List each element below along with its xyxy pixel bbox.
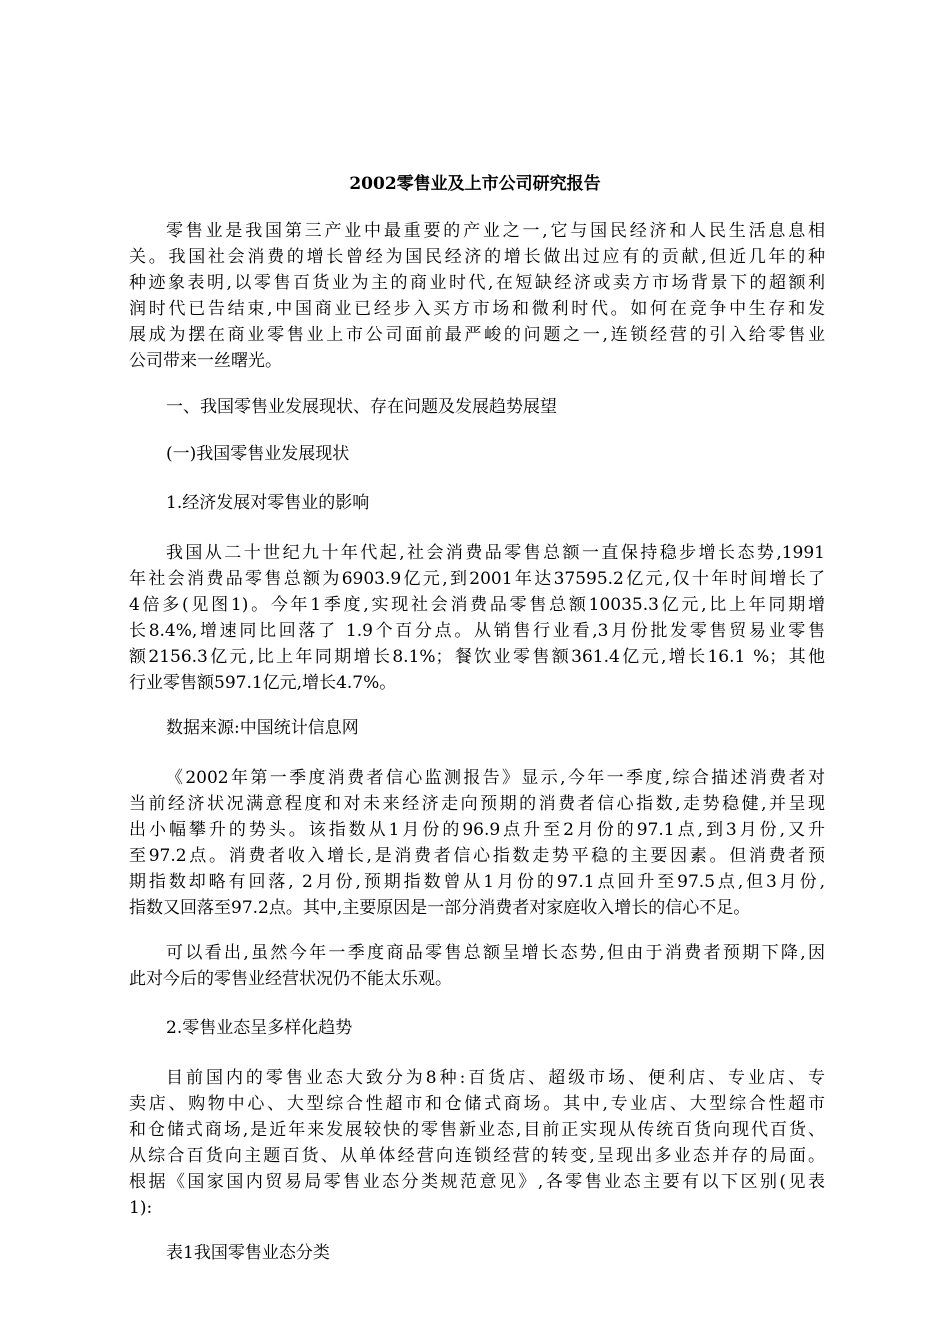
paragraph-line: 长8.4%,增速同比回落了 1.9个百分点。从销售行业看,3月份批发零售贸易业零售 xyxy=(129,621,825,641)
subsection-heading: (一)我国零售业发展现状 xyxy=(166,444,350,464)
paragraph-line: 从综合百货向主题百货、从单体经营向连锁经营的转变,呈现出多业态并存的局面。 xyxy=(129,1146,825,1166)
section-heading: 一、我国零售业发展现状、存在问题及发展趋势展望 xyxy=(166,397,557,417)
paragraph-line: 关。我国社会消费的增长曾经为国民经济的增长做出过应有的贡献,但近几年的种 xyxy=(129,247,825,267)
paragraph-line: 期指数却略有回落, 2月份,预期指数曾从1月份的97.1点回升至97.5点,但3月份, xyxy=(129,872,825,892)
item-heading: 1.经济发展对零售业的影响 xyxy=(166,493,370,513)
paragraph-line: 展成为摆在商业零售业上市公司面前最严峻的问题之一,连锁经营的引入给零售业 xyxy=(129,325,825,345)
paragraph-line: 公司带来一丝曙光。 xyxy=(129,351,282,371)
paragraph-line: 零售业是我国第三产业中最重要的产业之一,它与国民经济和人民生活息息相 xyxy=(166,221,825,241)
paragraph-line: 润时代已告结束,中国商业已经步入买方市场和微利时代。如何在竞争中生存和发 xyxy=(129,299,825,319)
paragraph-line: 至97.2点。消费者收入增长,是消费者信心指数走势平稳的主要因素。但消费者预 xyxy=(129,846,825,866)
paragraph-line: 1): xyxy=(129,1198,153,1218)
paragraph-line: 额2156.3亿元,比上年同期增长8.1%；餐饮业零售额361.4亿元,增长16.1 %；其他 xyxy=(129,647,825,667)
table-caption: 表1我国零售业态分类 xyxy=(166,1243,330,1263)
paragraph-line: 根据《国家国内贸易局零售业态分类规范意见》,各零售业态主要有以下区别(见表 xyxy=(129,1172,825,1192)
paragraph-line: 年社会消费品零售总额为6903.9亿元,到2001年达37595.2亿元,仅十年时间增长了 xyxy=(129,569,825,589)
paragraph-line: 和仓储式商场,是近年来发展较快的零售新业态,目前正实现从传统百货向现代百货、 xyxy=(129,1120,825,1140)
paragraph-line: 当前经济状况满意程度和对未来经济走向预期的消费者信心指数,走势稳健,并呈现 xyxy=(129,794,825,814)
data-source-note: 数据来源:中国统计信息网 xyxy=(166,718,359,738)
paragraph-line: 目前国内的零售业态大致分为8种:百货店、超级市场、便利店、专业店、专 xyxy=(166,1068,825,1088)
growth-paragraph xyxy=(129,540,825,696)
paragraph-line: 指数又回落至97.2点。其中,主要原因是一部分消费者对家庭收入增长的信心不足。 xyxy=(129,898,751,918)
document-title: 2002零售业及上市公司研究报告 xyxy=(349,174,601,194)
paragraph-line: 4倍多(见图1)。今年1季度,实现社会消费品零售总额10035.3亿元,比上年同期增 xyxy=(129,595,825,615)
paragraph-line: 种迹象表明,以零售百货业为主的商业时代,在短缺经济或卖方市场背景下的超额利 xyxy=(129,273,825,293)
item-heading: 2.零售业态呈多样化趋势 xyxy=(166,1018,353,1038)
paragraph-line: 我国从二十世纪九十年代起,社会消费品零售总额一直保持稳步增长态势,1991 xyxy=(166,543,825,563)
formats-paragraph xyxy=(129,1065,825,1221)
conclusion-paragraph xyxy=(129,940,825,992)
paragraph-line: 行业零售额597.1亿元,增长4.7%。 xyxy=(129,673,397,693)
paragraph-line: 可以看出,虽然今年一季度商品零售总额呈增长态势,但由于消费者预期下降,因 xyxy=(166,943,825,963)
paragraph-line: 此对今后的零售业经营状况仍不能太乐观。 xyxy=(129,969,452,989)
intro-paragraph xyxy=(129,218,825,374)
confidence-paragraph xyxy=(129,765,825,921)
paragraph-line: 卖店、购物中心、大型综合性超市和仓储式商场。其中,专业店、大型综合性超市 xyxy=(129,1094,825,1114)
paragraph-line: 出小幅攀升的势头。该指数从1月份的96.9点升至2月份的97.1点,到3月份,又升 xyxy=(129,820,825,840)
paragraph-line: 《2002年第一季度消费者信心监测报告》显示,今年一季度,综合描述消费者对 xyxy=(166,768,825,788)
